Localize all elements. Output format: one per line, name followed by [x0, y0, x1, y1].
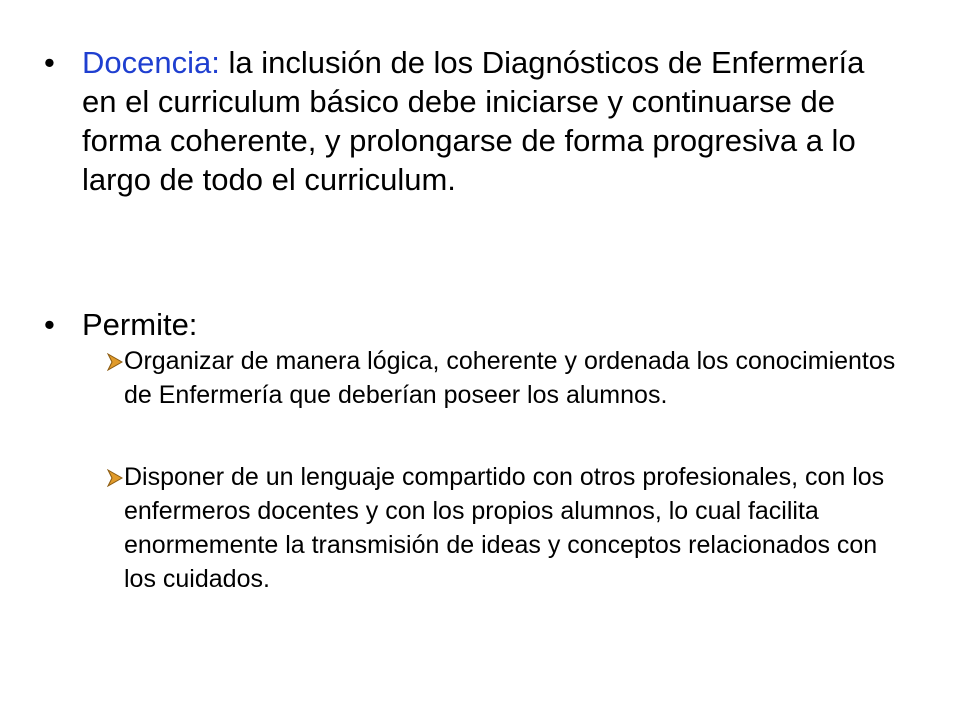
- sub-bullet-organizar: [107, 344, 907, 412]
- sub-bullet-disponer-text: Disponer de un lenguaje compartido con otros profesionales, con los enfermeros docentes y con los propios alumnos, lo cual facilita enormemente la transmisión de ideas y conceptos relacionados con los cuidados.: [124, 463, 885, 593]
- bullet-docencia-body: la inclusión de los Diagnósticos de Enfermería en el curriculum básico debe iniciarse y continuarse de forma coherente, y prolongarse de forma progresiva a lo largo de todo el curriculum.: [82, 45, 865, 197]
- sub-bullet-disponer: [107, 460, 907, 596]
- arrow-bullet-icon: [107, 469, 123, 487]
- bullet-docencia-keyword: Docencia:: [82, 45, 220, 80]
- bullet-dot-icon: •: [44, 307, 55, 342]
- sub-bullet-organizar-text: Organizar de manera lógica, coherente y ordenada los conocimientos de Enfermería que deberían poseer los alumnos.: [124, 347, 896, 409]
- bullet-permite-text: Permite:: [82, 307, 198, 342]
- bullet-docencia: [44, 43, 904, 199]
- bullet-dot-icon: •: [44, 45, 55, 80]
- bullet-docencia-text: [82, 43, 904, 199]
- bullet-permite: [44, 305, 904, 344]
- arrow-bullet-icon: [107, 353, 123, 371]
